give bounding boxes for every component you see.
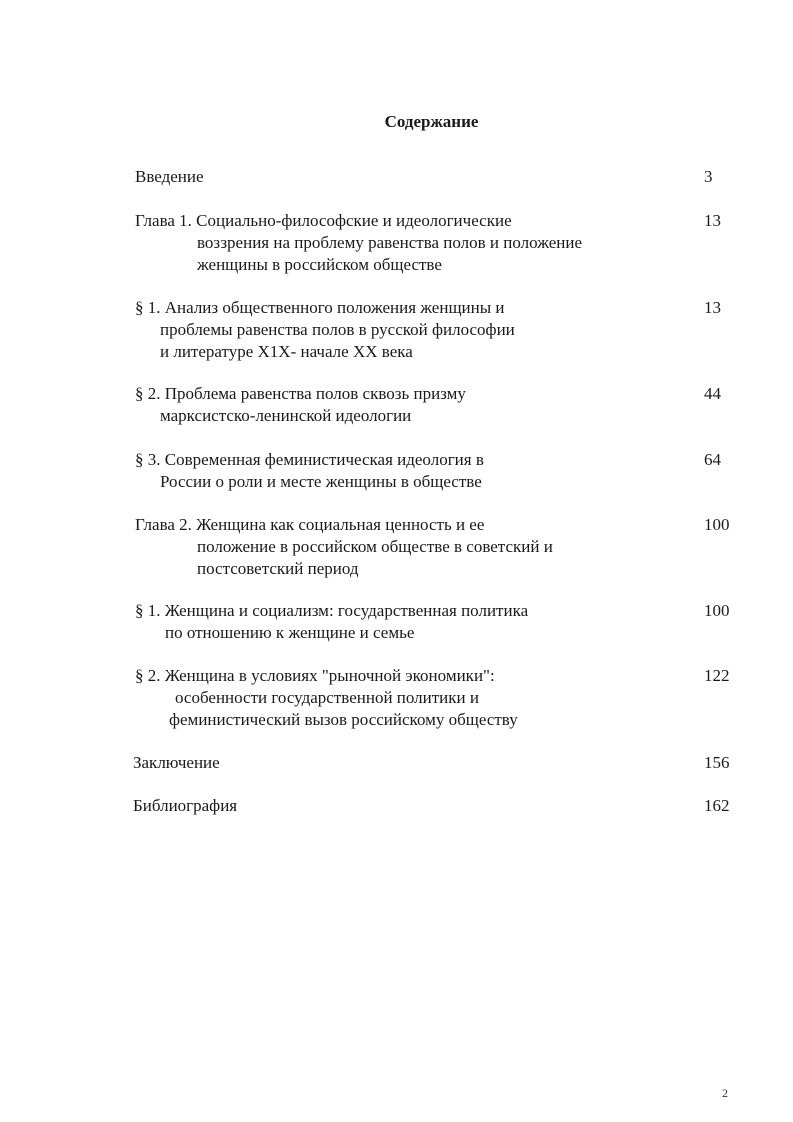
toc-page-number: 13 — [704, 298, 721, 317]
toc-entry-chapter-1 — [0, 210, 793, 276]
toc-page-number: 64 — [704, 450, 721, 469]
toc-entry-title-continuation: марксистско-ленинской идеологии — [160, 406, 412, 425]
toc-entry-ch1-section-1 — [0, 297, 793, 363]
toc-entry-title-continuation: положение в российском обществе в советский и — [197, 537, 553, 556]
toc-entry-bibliography — [0, 795, 793, 817]
toc-entry-title: § 1. Женщина и социализм: государственная политика — [135, 601, 529, 620]
toc-entry-conclusion — [0, 752, 793, 774]
toc-entry-title-continuation: России о роли и месте женщины в обществе — [160, 472, 482, 491]
toc-page-number: 44 — [704, 384, 721, 403]
toc-entry-title-continuation: женщины в российском обществе — [197, 255, 442, 274]
toc-entry-title: Глава 1. Социально-философские и идеологические — [135, 211, 512, 230]
toc-page-number: 13 — [704, 211, 721, 230]
toc-page-number: 122 — [704, 666, 730, 685]
toc-entry-introduction — [0, 166, 793, 188]
toc-page-number: 100 — [704, 601, 730, 620]
toc-entry-title: Глава 2. Женщина как социальная ценность и ее — [135, 515, 485, 534]
toc-entry-title: Библиография — [133, 796, 238, 815]
toc-page-number: 162 — [704, 796, 730, 815]
toc-page-number: 3 — [704, 167, 713, 186]
toc-entry-ch1-section-3 — [0, 449, 793, 493]
toc-entry-title: § 2. Проблема равенства полов сквозь призму — [135, 384, 466, 403]
toc-entry-title-continuation: феминистический вызов российскому обществу — [169, 710, 518, 729]
toc-entry-ch1-section-2 — [0, 383, 793, 427]
toc-page-number: 156 — [704, 753, 730, 772]
toc-entry-title-continuation: воззрения на проблему равенства полов и положение — [197, 233, 583, 252]
toc-entry-title-continuation: особенности государственной политики и — [175, 688, 479, 707]
toc-entry-title: Заключение — [133, 753, 220, 772]
toc-entry-title: § 3. Современная феминистическая идеология в — [135, 450, 484, 469]
toc-entry-title: § 1. Анализ общественного положения женщины и — [135, 298, 505, 317]
toc-entry-ch2-section-2 — [0, 665, 793, 731]
toc-entry-title: Введение — [135, 167, 204, 186]
toc-entry-ch2-section-1 — [0, 600, 793, 644]
page-title: Содержание — [384, 112, 479, 131]
toc-entry-title-continuation: постсоветский период — [197, 559, 359, 578]
toc-entry-title: § 2. Женщина в условиях "рыночной экономики": — [135, 666, 495, 685]
toc-entry-chapter-2 — [0, 514, 793, 580]
toc-page-number: 100 — [704, 515, 730, 534]
toc-entry-title-continuation: и литературе Х1Х- начале XX века — [160, 342, 413, 361]
toc-entry-title-continuation: проблемы равенства полов в русской философии — [160, 320, 515, 339]
toc-entry-title-continuation: по отношению к женщине и семье — [165, 623, 415, 642]
footer-page-number: 2 — [722, 1086, 728, 1100]
